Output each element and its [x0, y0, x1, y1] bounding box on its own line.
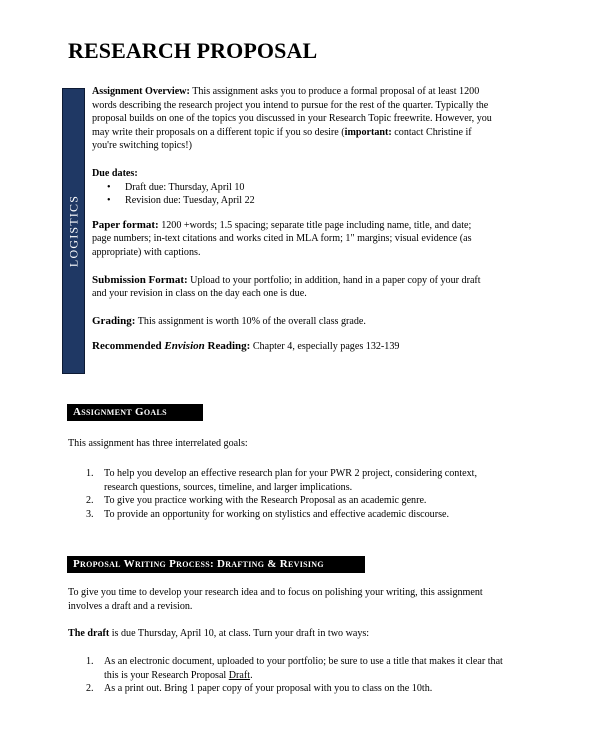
overview-tail: contact Christine if you're switching topics!) [92, 126, 472, 152]
overview-important: important: [344, 126, 392, 138]
goal-item: 2. To give you practice working with the Research Proposal as an academic genre. [86, 495, 427, 507]
grading-label: Grading: [92, 314, 136, 327]
assignment-overview [92, 85, 492, 153]
paper-format-text: 1200 +words; 1.5 spacing; separate title page including name, title, and date; page numbers; in-text citations and works cited in MLA form; 1" margins; visual evidence (as appropriate) with captions. [92, 219, 472, 258]
draft-method-item: 2. As a print out. Bring 1 paper copy of your proposal with you to class on the 10th. [86, 683, 433, 695]
due-draft: • Draft due: Thursday, April 10 [92, 181, 492, 195]
recommended-reading [92, 340, 492, 354]
due-dates-list [92, 181, 492, 208]
process-intro: To give you time to develop your research idea and to focus on polishing your writing, this assignment involves a draft and a revision. [68, 587, 483, 612]
page-title: RESEARCH PROPOSAL [68, 38, 318, 63]
reading-label: Recommended Envision Reading: [92, 340, 251, 353]
goal-item: 1. To help you develop an effective research plan for your PWR 2 project, considering context, research questions, sources, timeline, and larger implications. [86, 468, 478, 493]
submission-format [92, 274, 492, 301]
goal-item: 3. To provide an opportunity for working on stylistics and effective academic discourse. [86, 508, 450, 520]
draft-text: is due Thursday, April 10, at class. Turn your draft in two ways: [109, 628, 370, 639]
grading [92, 315, 492, 329]
writing-process-heading: Proposal Writing Process: Drafting & Revising [67, 556, 365, 573]
reading-text: Chapter 4, especially pages 132-139 [250, 341, 400, 353]
overview-label: Assignment Overview: [92, 86, 190, 97]
paper-format-label: Paper format: [92, 218, 159, 231]
logistics-label: LOGISTICS [66, 194, 80, 268]
draft-link[interactable]: Draft [228, 669, 251, 681]
due-dates-label: Due dates: [92, 167, 138, 179]
grading-text: This assignment is worth 10% of the overall class grade. [135, 315, 366, 327]
draft-info [68, 627, 369, 641]
submission-text: Upload to your portfolio; in addition, hand in a paper copy of your draft and your revision in class on the day each one is due. [92, 274, 481, 300]
submission-label: Submission Format: [92, 273, 188, 286]
goals-intro: This assignment has three interrelated goals: [68, 438, 248, 449]
draft-label: The draft [68, 628, 110, 639]
logistics-content [92, 85, 492, 354]
goals-list [86, 467, 506, 521]
draft-submission-list [86, 655, 516, 696]
logistics-sidebar [62, 88, 85, 374]
paper-format [92, 219, 492, 260]
draft-method-item: 1. As an electronic document, uploaded to your portfolio; be sure to use a title that makes it clear that this is your Research Proposal Draft. [86, 656, 503, 681]
due-revision: • Revision due: Tuesday, April 22 [92, 194, 492, 208]
overview-text: This assignment asks you to produce a formal proposal of at least 1200 words describing the research project you intend to pursue for the rest of the quarter. Typically the proposal builds on one of the topics you discussed in your Research Topic freewrite. However, you may write their proposals on a different topic if you so desire ( [92, 86, 492, 138]
assignment-goals-heading: Assignment Goals [67, 404, 203, 421]
